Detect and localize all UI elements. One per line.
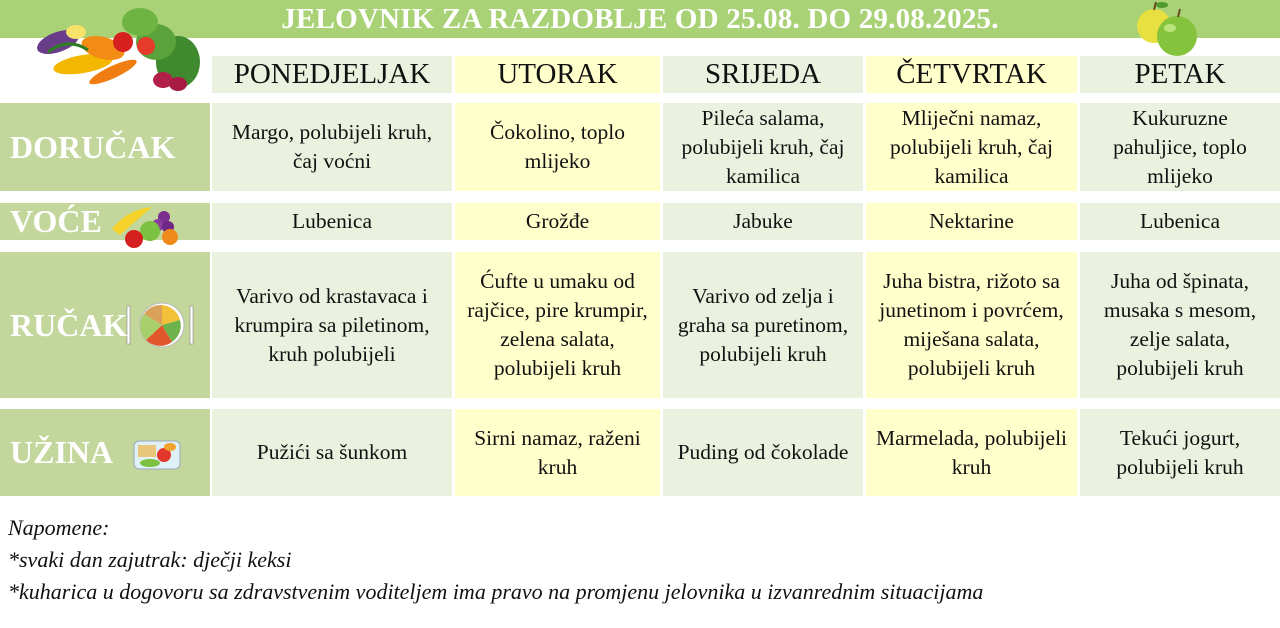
menu-cell: Ćufte u umaku od rajčice, pire krumpir, zelena salata, polubijeli kruh (455, 252, 660, 398)
fruit-icon (108, 199, 180, 249)
menu-cell: Puding od čokolade (663, 409, 863, 496)
note-line: *kuharica u dogovoru sa zdravstvenim voditeljem ima pravo na promjenu jelovnika u izvanrednim situacijama (8, 579, 984, 604)
page-title: JELOVNIK ZA RAZDOBLJE OD 25.08. DO 29.08.2025. (0, 0, 1280, 38)
menu-cell: Pužići sa šunkom (212, 409, 452, 496)
menu-cell: Čokolino, toplo mlijeko (455, 103, 660, 191)
note-line: *svaki dan zajutrak: dječji keksi (8, 547, 292, 572)
day-header-monday: PONEDJELJAK (212, 56, 452, 93)
snack-icon (130, 433, 186, 473)
menu-cell: Marmelada, polubijeli kruh (866, 409, 1077, 496)
menu-cell: Margo, polubijeli kruh, čaj voćni (212, 103, 452, 191)
menu-cell: Lubenica (1080, 203, 1280, 240)
menu-cell: Tekući jogurt, polubijeli kruh (1080, 409, 1280, 496)
menu-cell: Nektarine (866, 203, 1077, 240)
plate-icon (124, 300, 204, 350)
menu-cell: Kukuruzne pahuljice, toplo mlijeko (1080, 103, 1280, 191)
meal-label: RUČAK (10, 306, 128, 343)
menu-cell: Juha od špinata, musaka s mesom, zelje salata, polubijeli kruh (1080, 252, 1280, 398)
menu-cell: Varivo od zelja i graha sa puretinom, polubijeli kruh (663, 252, 863, 398)
meal-header-breakfast (0, 103, 210, 191)
notes-heading: Napomene: (8, 515, 110, 540)
day-header-thursday: ČETVRTAK (866, 56, 1077, 93)
vegetables-icon (28, 2, 206, 94)
meal-label: DORUČAK (10, 128, 176, 165)
meal-label: VOĆE (10, 203, 102, 239)
meal-header-fruit (0, 203, 210, 240)
meal-header-lunch (0, 252, 210, 398)
menu-cell: Sirni namaz, raženi kruh (455, 409, 660, 496)
day-header-wednesday: SRIJEDA (663, 56, 863, 93)
day-header-friday: PETAK (1080, 56, 1280, 93)
meal-label: UŽINA (10, 434, 114, 470)
apples-icon (1132, 0, 1204, 62)
menu-cell: Varivo od krastavaca i krumpira sa piletinom, kruh polubijeli (212, 252, 452, 398)
menu-cell: Grožđe (455, 203, 660, 240)
day-header-tuesday: UTORAK (455, 56, 660, 93)
menu-cell: Jabuke (663, 203, 863, 240)
menu-cell: Juha bistra, rižoto sa junetinom i povrćem, miješana salata, polubijeli kruh (866, 252, 1077, 398)
menu-cell: Pileća salama, polubijeli kruh, čaj kamilica (663, 103, 863, 191)
notes (8, 512, 983, 608)
meal-header-snack (0, 409, 210, 496)
menu-cell: Lubenica (212, 203, 452, 240)
menu-cell: Mliječni namaz, polubijeli kruh, čaj kamilica (866, 103, 1077, 191)
